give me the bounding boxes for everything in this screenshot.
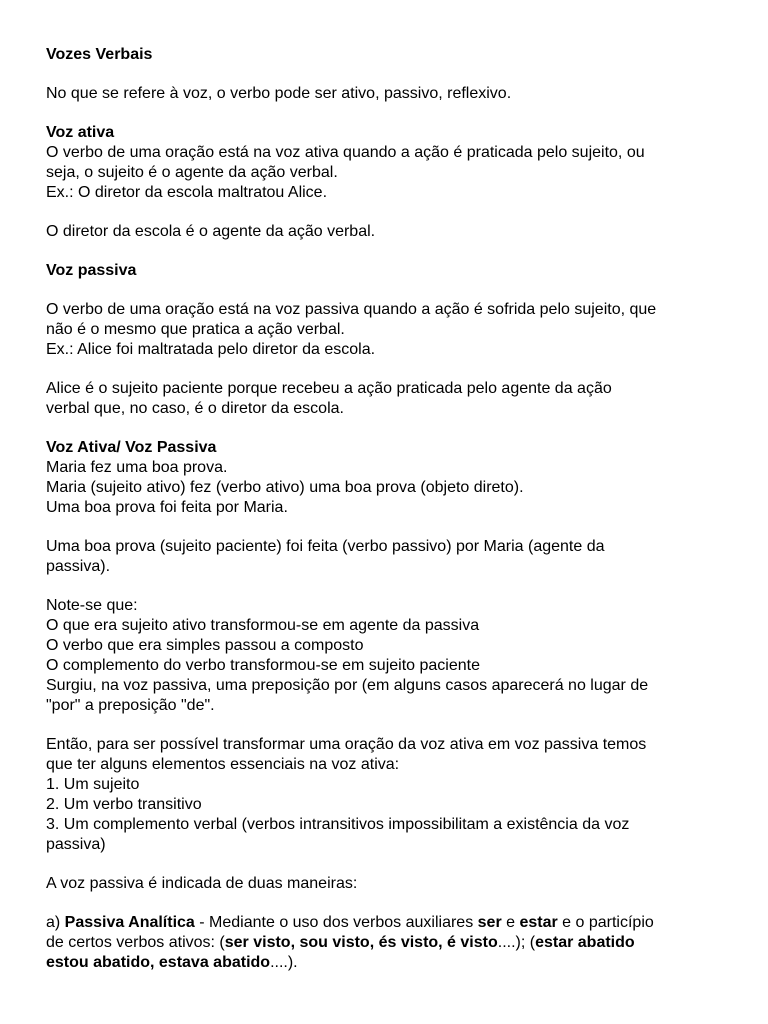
voz-ativa-note: O diretor da escola é o agente da ação verbal.	[46, 223, 376, 240]
verb-ser: ser	[477, 914, 502, 931]
note-se-line: Note-se que:	[46, 597, 138, 614]
analitica-term: Passiva Analítica	[64, 914, 195, 931]
note-se-line: O que era sujeito ativo transformou-se em agente da passiva	[46, 617, 480, 634]
ativa-passiva-line: Maria fez uma boa prova.	[46, 459, 228, 476]
list-item: 2. Um verbo transitivo	[46, 796, 202, 813]
analitica-text: - Mediante o uso dos verbos auxiliares	[194, 914, 478, 931]
ativa-passiva-line: Uma boa prova foi feita por Maria.	[46, 499, 288, 516]
document-title: Vozes Verbais	[46, 46, 153, 63]
analitica-prefix: a)	[46, 914, 65, 931]
examples-abatido: estar abatido	[535, 934, 635, 951]
voz-passiva-heading: Voz passiva	[46, 262, 137, 279]
intro-paragraph: No que se refere à voz, o verbo pode ser ativo, passivo, reflexivo.	[46, 85, 512, 102]
analitica-line	[46, 933, 736, 953]
voz-passiva-example: Ex.: Alice foi maltratada pelo diretor da escola.	[46, 341, 376, 358]
indicada-paragraph: A voz passiva é indicada de duas maneiras:	[46, 875, 358, 892]
list-item: 1. Um sujeito	[46, 776, 140, 793]
note-se-line: O complemento do verbo transformou-se em sujeito paciente	[46, 657, 480, 674]
voz-ativa-heading: Voz ativa	[46, 124, 115, 141]
analitica-line	[46, 953, 736, 973]
note-se-line: O verbo que era simples passou a composto	[46, 637, 364, 654]
entao-line: que ter alguns elementos essenciais na voz ativa:	[46, 756, 400, 773]
voz-passiva-line: não é o mesmo que pratica a ação verbal.	[46, 321, 345, 338]
examples-visto: ser visto, sou visto, és visto, é visto	[224, 934, 498, 951]
voz-ativa-example: Ex.: O diretor da escola maltratou Alice.	[46, 184, 328, 201]
note-se-line: "por" a preposição "de".	[46, 697, 215, 714]
note-se-line: Surgiu, na voz passiva, uma preposição por (em alguns casos aparecerá no lugar de	[46, 677, 649, 694]
voz-passiva-note: verbal que, no caso, é o diretor da escola.	[46, 400, 344, 417]
voz-passiva-line: O verbo de uma oração está na voz passiva quando a ação é sofrida pelo sujeito, que	[46, 301, 657, 318]
list-item: passiva)	[46, 836, 106, 853]
analitica-line	[46, 913, 736, 933]
analitica-text: ....).	[270, 954, 298, 971]
voz-passiva-note: Alice é o sujeito paciente porque recebeu a ação praticada pelo agente da ação	[46, 380, 612, 397]
ativa-passiva-note: Uma boa prova (sujeito paciente) foi feita (verbo passivo) por Maria (agente da	[46, 538, 605, 555]
analitica-text: ....); (	[497, 934, 536, 951]
document-body	[46, 45, 736, 973]
ativa-passiva-note: passiva).	[46, 558, 111, 575]
ativa-passiva-line: Maria (sujeito ativo) fez (verbo ativo) uma boa prova (objeto direto).	[46, 479, 524, 496]
verb-estar: estar	[519, 914, 558, 931]
list-item: 3. Um complemento verbal (verbos intransitivos impossibilitam a existência da voz	[46, 816, 630, 833]
entao-line: Então, para ser possível transformar uma oração da voz ativa em voz passiva temos	[46, 736, 647, 753]
analitica-text: e o particípio	[557, 914, 654, 931]
analitica-text: de certos verbos ativos: (	[46, 934, 225, 951]
analitica-text: e	[501, 914, 520, 931]
ativa-passiva-heading: Voz Ativa/ Voz Passiva	[46, 439, 217, 456]
voz-ativa-line: O verbo de uma oração está na voz ativa quando a ação é praticada pelo sujeito, ou	[46, 144, 645, 161]
voz-ativa-line: seja, o sujeito é o agente da ação verbal.	[46, 164, 338, 181]
examples-abatido: estou abatido, estava abatido	[46, 954, 271, 971]
